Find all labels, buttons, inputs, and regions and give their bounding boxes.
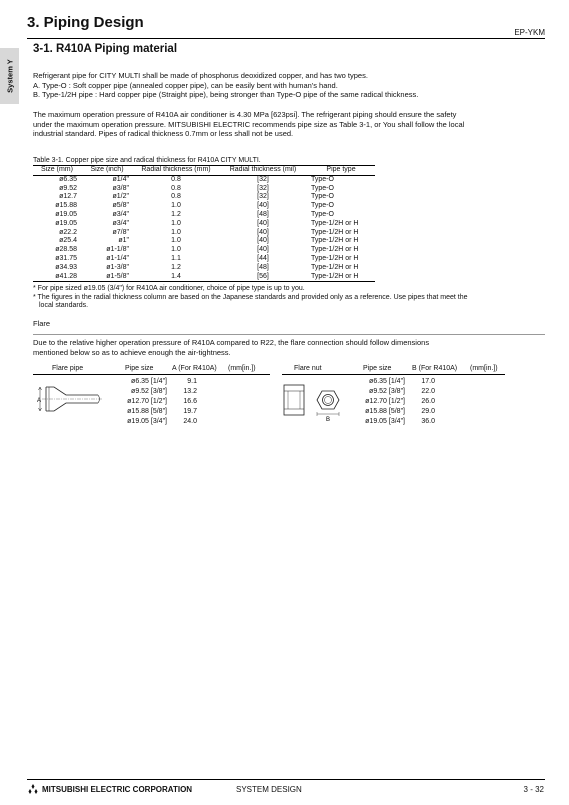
pressure-paragraph xyxy=(33,110,533,139)
flare-nut-row xyxy=(353,417,453,427)
intro-line: A. Type-O : Soft copper pipe (annealed copper pipe), can be easily bent with human's hand. xyxy=(33,80,338,90)
flare-divider xyxy=(33,334,545,335)
flare-pipe-size-cell: ø9.52 [3/8"] xyxy=(131,388,167,395)
table-notes xyxy=(33,285,523,311)
flare-line: mentioned below so as to achieve enough the air-tightness. xyxy=(33,348,231,357)
section-title: 3-1. R410A Piping material xyxy=(33,43,178,55)
thickness-mm-cell: 0.8 xyxy=(171,184,181,192)
thickness-mm-cell: 1.4 xyxy=(133,273,219,282)
flare-pipe-row xyxy=(115,397,215,407)
pipe-type-cell: Type-1/2H or H xyxy=(311,228,359,236)
header-thickness-mil: Radial thickness (mil) xyxy=(219,166,307,176)
flare-nut-rows xyxy=(353,377,453,427)
pipe-type-cell: Type-1/2H or H xyxy=(311,246,359,254)
pipe-size-table xyxy=(33,157,375,282)
size-mm-cell: ø34.93 xyxy=(55,263,77,271)
thickness-mil-cell: [56] xyxy=(219,273,307,282)
flare-pipe-size-cell: ø12.70 [1/2"] xyxy=(127,398,167,405)
table-row xyxy=(33,255,375,264)
intro-line: Refrigerant pipe for CITY MULTI shall be made of phosphorus deoxidized copper, and has two types. xyxy=(33,71,368,80)
dimension-b-label: B xyxy=(325,417,331,423)
flare-pipe-size-cell: ø6.35 [1/4"] xyxy=(131,378,167,385)
flare-nut-diagram xyxy=(282,379,352,423)
size-mm-cell: ø22.2 xyxy=(59,228,77,236)
company-name: MITSUBISHI ELECTRIC CORPORATION xyxy=(42,784,193,794)
table-caption: Table 3-1. Copper pipe size and radical thickness for R410A CITY MULTI. xyxy=(33,157,261,164)
thickness-mm-cell: 0.8 xyxy=(171,193,181,201)
pipe-type-cell: Type-O xyxy=(311,175,334,183)
thickness-mil-cell: [32] xyxy=(257,193,269,201)
pipe-type-cell: Type-O xyxy=(311,184,334,192)
flare-nut-size-cell: ø12.70 [1/2"] xyxy=(365,398,405,405)
size-mm-cell: ø15.88 xyxy=(55,202,77,210)
flare-pipe-row xyxy=(115,377,215,387)
thickness-mil-cell: [48] xyxy=(257,210,269,218)
side-tab-label: System Y xyxy=(5,59,14,93)
size-inch-cell: ø5/8" xyxy=(112,202,129,210)
size-inch-cell: ø1" xyxy=(118,237,129,245)
unit-header: (mm[in.]) xyxy=(228,365,256,372)
size-inch-cell: ø1-1/4" xyxy=(106,254,129,262)
nut-unit-header: (mm[in.]) xyxy=(470,365,498,372)
footer-divider xyxy=(27,779,545,780)
pipe-type-cell: Type-O xyxy=(311,193,334,201)
pipe-type-cell: Type-O xyxy=(311,202,334,210)
size-mm-cell: ø6.35 xyxy=(59,175,77,183)
header-pipe-type: Pipe type xyxy=(307,166,375,176)
footer-center: SYSTEM DESIGN xyxy=(236,785,302,794)
thickness-mm-cell: 1.0 xyxy=(171,246,181,254)
flare-nut-value-cell: 26.0 xyxy=(421,398,435,405)
size-mm-cell: ø19.05 xyxy=(55,219,77,227)
nut-pipe-size-header: Pipe size xyxy=(363,365,392,372)
size-inch-cell: ø7/8" xyxy=(112,228,129,236)
dimension-b-header: B (For R410A) xyxy=(412,365,458,372)
table-row xyxy=(33,193,375,202)
flare-nut-header: Flare nut xyxy=(294,365,322,372)
flare-nut-row xyxy=(353,407,453,417)
thickness-mil-cell: [40] xyxy=(257,228,269,236)
dimension-a-header: A (For R410A) xyxy=(172,365,217,372)
note-line: * The figures in the radial thickness column are based on the Japanese standards and provided only as a reference. Use pipes that meet the xyxy=(33,293,468,301)
flare-pipe-rule xyxy=(33,374,270,375)
flare-nut-value-cell: 29.0 xyxy=(421,408,435,415)
thickness-mil-cell: [44] xyxy=(257,254,269,262)
thickness-mm-cell: 1.0 xyxy=(171,237,181,245)
flare-pipe-value-cell: 16.6 xyxy=(183,398,197,405)
flare-nut-size-cell: ø19.05 [3/4"] xyxy=(365,418,405,425)
pressure-line: industrial standard. Pipes of radical thickness 0.7mm or less shall not be used. xyxy=(33,129,294,138)
header-divider xyxy=(27,38,545,39)
flare-paragraph xyxy=(33,338,523,358)
size-inch-cell: ø1-1/8" xyxy=(106,246,129,254)
size-mm-cell: ø28.58 xyxy=(55,246,77,254)
flare-nut-row xyxy=(353,377,453,387)
pipe-type-cell: Type-1/2H or H xyxy=(307,273,375,282)
flare-nut-value-cell: 22.0 xyxy=(421,388,435,395)
company-logo xyxy=(27,784,192,794)
size-mm-cell: ø12.7 xyxy=(59,193,77,201)
header-thickness-mm: Radial thickness (mm) xyxy=(133,166,219,176)
table-row xyxy=(33,175,375,184)
table-row xyxy=(33,202,375,211)
table-row xyxy=(33,246,375,255)
table-header-row xyxy=(33,166,375,176)
flare-label: Flare xyxy=(33,319,51,328)
flare-pipe-size-cell: ø15.88 [5/8"] xyxy=(127,408,167,415)
size-mm-cell: ø9.52 xyxy=(59,184,77,192)
flare-pipe-header: Flare pipe xyxy=(52,365,84,372)
size-inch-cell: ø1-5/8" xyxy=(81,273,133,282)
flare-pipe-row xyxy=(115,387,215,397)
thickness-mil-cell: [48] xyxy=(257,263,269,271)
note-line: local standards. xyxy=(39,302,89,310)
page-number: 3 - 32 xyxy=(523,785,544,794)
thickness-mm-cell: 1.2 xyxy=(171,210,181,218)
size-inch-cell: ø3/8" xyxy=(112,184,129,192)
thickness-mm-cell: 1.0 xyxy=(171,228,181,236)
flare-pipe-value-cell: 19.7 xyxy=(183,408,197,415)
thickness-mil-cell: [40] xyxy=(257,237,269,245)
thickness-mil-cell: [40] xyxy=(257,219,269,227)
flare-nut-row xyxy=(353,397,453,407)
header-size-mm: Size (mm) xyxy=(33,166,81,176)
table-row xyxy=(33,264,375,273)
thickness-mil-cell: [40] xyxy=(257,202,269,210)
intro-paragraph xyxy=(33,71,533,100)
thickness-mm-cell: 1.0 xyxy=(171,219,181,227)
flare-pipe-row xyxy=(115,407,215,417)
table-row xyxy=(33,229,375,238)
size-inch-cell: ø3/4" xyxy=(112,219,129,227)
flare-pipe-row xyxy=(115,417,215,427)
flare-pipe-value-cell: 13.2 xyxy=(183,388,197,395)
size-mm-cell: ø25.4 xyxy=(59,237,77,245)
flare-nut-value-cell: 36.0 xyxy=(421,418,435,425)
size-inch-cell: ø3/4" xyxy=(112,210,129,218)
side-tab xyxy=(0,48,19,104)
document-code: EP-YKM xyxy=(514,28,545,37)
flare-nut-row xyxy=(353,387,453,397)
size-inch-cell: ø1/2" xyxy=(112,193,129,201)
thickness-mm-cell: 0.8 xyxy=(171,175,181,183)
pipe-type-cell: Type-1/2H or H xyxy=(311,237,359,245)
table-row xyxy=(33,273,375,282)
mitsubishi-diamonds-icon xyxy=(27,784,39,794)
note-line: * For pipe sized ø19.05 (3/4") for R410A air conditioner, choice of pipe type is up to you. xyxy=(33,285,305,292)
flare-nut-size-cell: ø6.35 [1/4"] xyxy=(369,378,405,385)
page-title: 3. Piping Design xyxy=(27,14,144,31)
table-row xyxy=(33,211,375,220)
pipe-type-cell: Type-O xyxy=(311,210,334,218)
intro-line: B. Type-1/2H pipe : Hard copper pipe (Straight pipe), being stronger than Type-O pipe of the same radical thickness. xyxy=(33,90,419,99)
flare-nut-rule xyxy=(282,374,505,375)
pipe-type-cell: Type-1/2H or H xyxy=(311,254,359,262)
pipe-size-header: Pipe size xyxy=(125,365,154,372)
dimension-a-label: A xyxy=(36,398,41,404)
pressure-line: The maximum operation pressure of R410A air conditioner is 4.30 MPa [623psi]. The refrigerant piping should ensure the safety xyxy=(33,110,457,119)
thickness-mil-cell: [32] xyxy=(257,184,269,192)
flare-nut-size-cell: ø15.88 [5/8"] xyxy=(365,408,405,415)
flare-line: Due to the relative higher operation pressure of R410A compared to R22, the flare connection should follow dimensions xyxy=(33,338,430,347)
pressure-line: under the maximum operation pressure. MITSUBISHI ELECTRIC recommends pipe size as Table 3-1, or You shall follow the local xyxy=(33,119,465,129)
flare-pipe-value-cell: 24.0 xyxy=(183,418,197,425)
pipe-type-cell: Type-1/2H or H xyxy=(311,219,359,227)
thickness-mil-cell: [40] xyxy=(257,246,269,254)
flare-nut-size-cell: ø9.52 [3/8"] xyxy=(369,388,405,395)
pipe-type-cell: Type-1/2H or H xyxy=(311,263,359,271)
thickness-mm-cell: 1.1 xyxy=(171,254,181,262)
size-mm-cell: ø19.05 xyxy=(55,210,77,218)
table-row xyxy=(33,237,375,246)
flare-pipe-value-cell: 9.1 xyxy=(187,378,197,385)
table-row xyxy=(33,220,375,229)
thickness-mil-cell: [32] xyxy=(257,175,269,183)
table-row xyxy=(33,185,375,194)
flare-pipe-size-cell: ø19.05 [3/4"] xyxy=(127,418,167,425)
header-size-inch: Size (inch) xyxy=(81,166,133,176)
size-mm-cell: ø41.28 xyxy=(33,273,81,282)
flare-nut-value-cell: 17.0 xyxy=(421,378,435,385)
size-inch-cell: ø1/4" xyxy=(112,175,129,183)
flare-pipe-rows xyxy=(115,377,215,427)
flare-pipe-diagram xyxy=(36,381,106,417)
size-mm-cell: ø31.75 xyxy=(55,254,77,262)
thickness-mm-cell: 1.2 xyxy=(171,263,181,271)
size-inch-cell: ø1-3/8" xyxy=(106,263,129,271)
thickness-mm-cell: 1.0 xyxy=(171,202,181,210)
